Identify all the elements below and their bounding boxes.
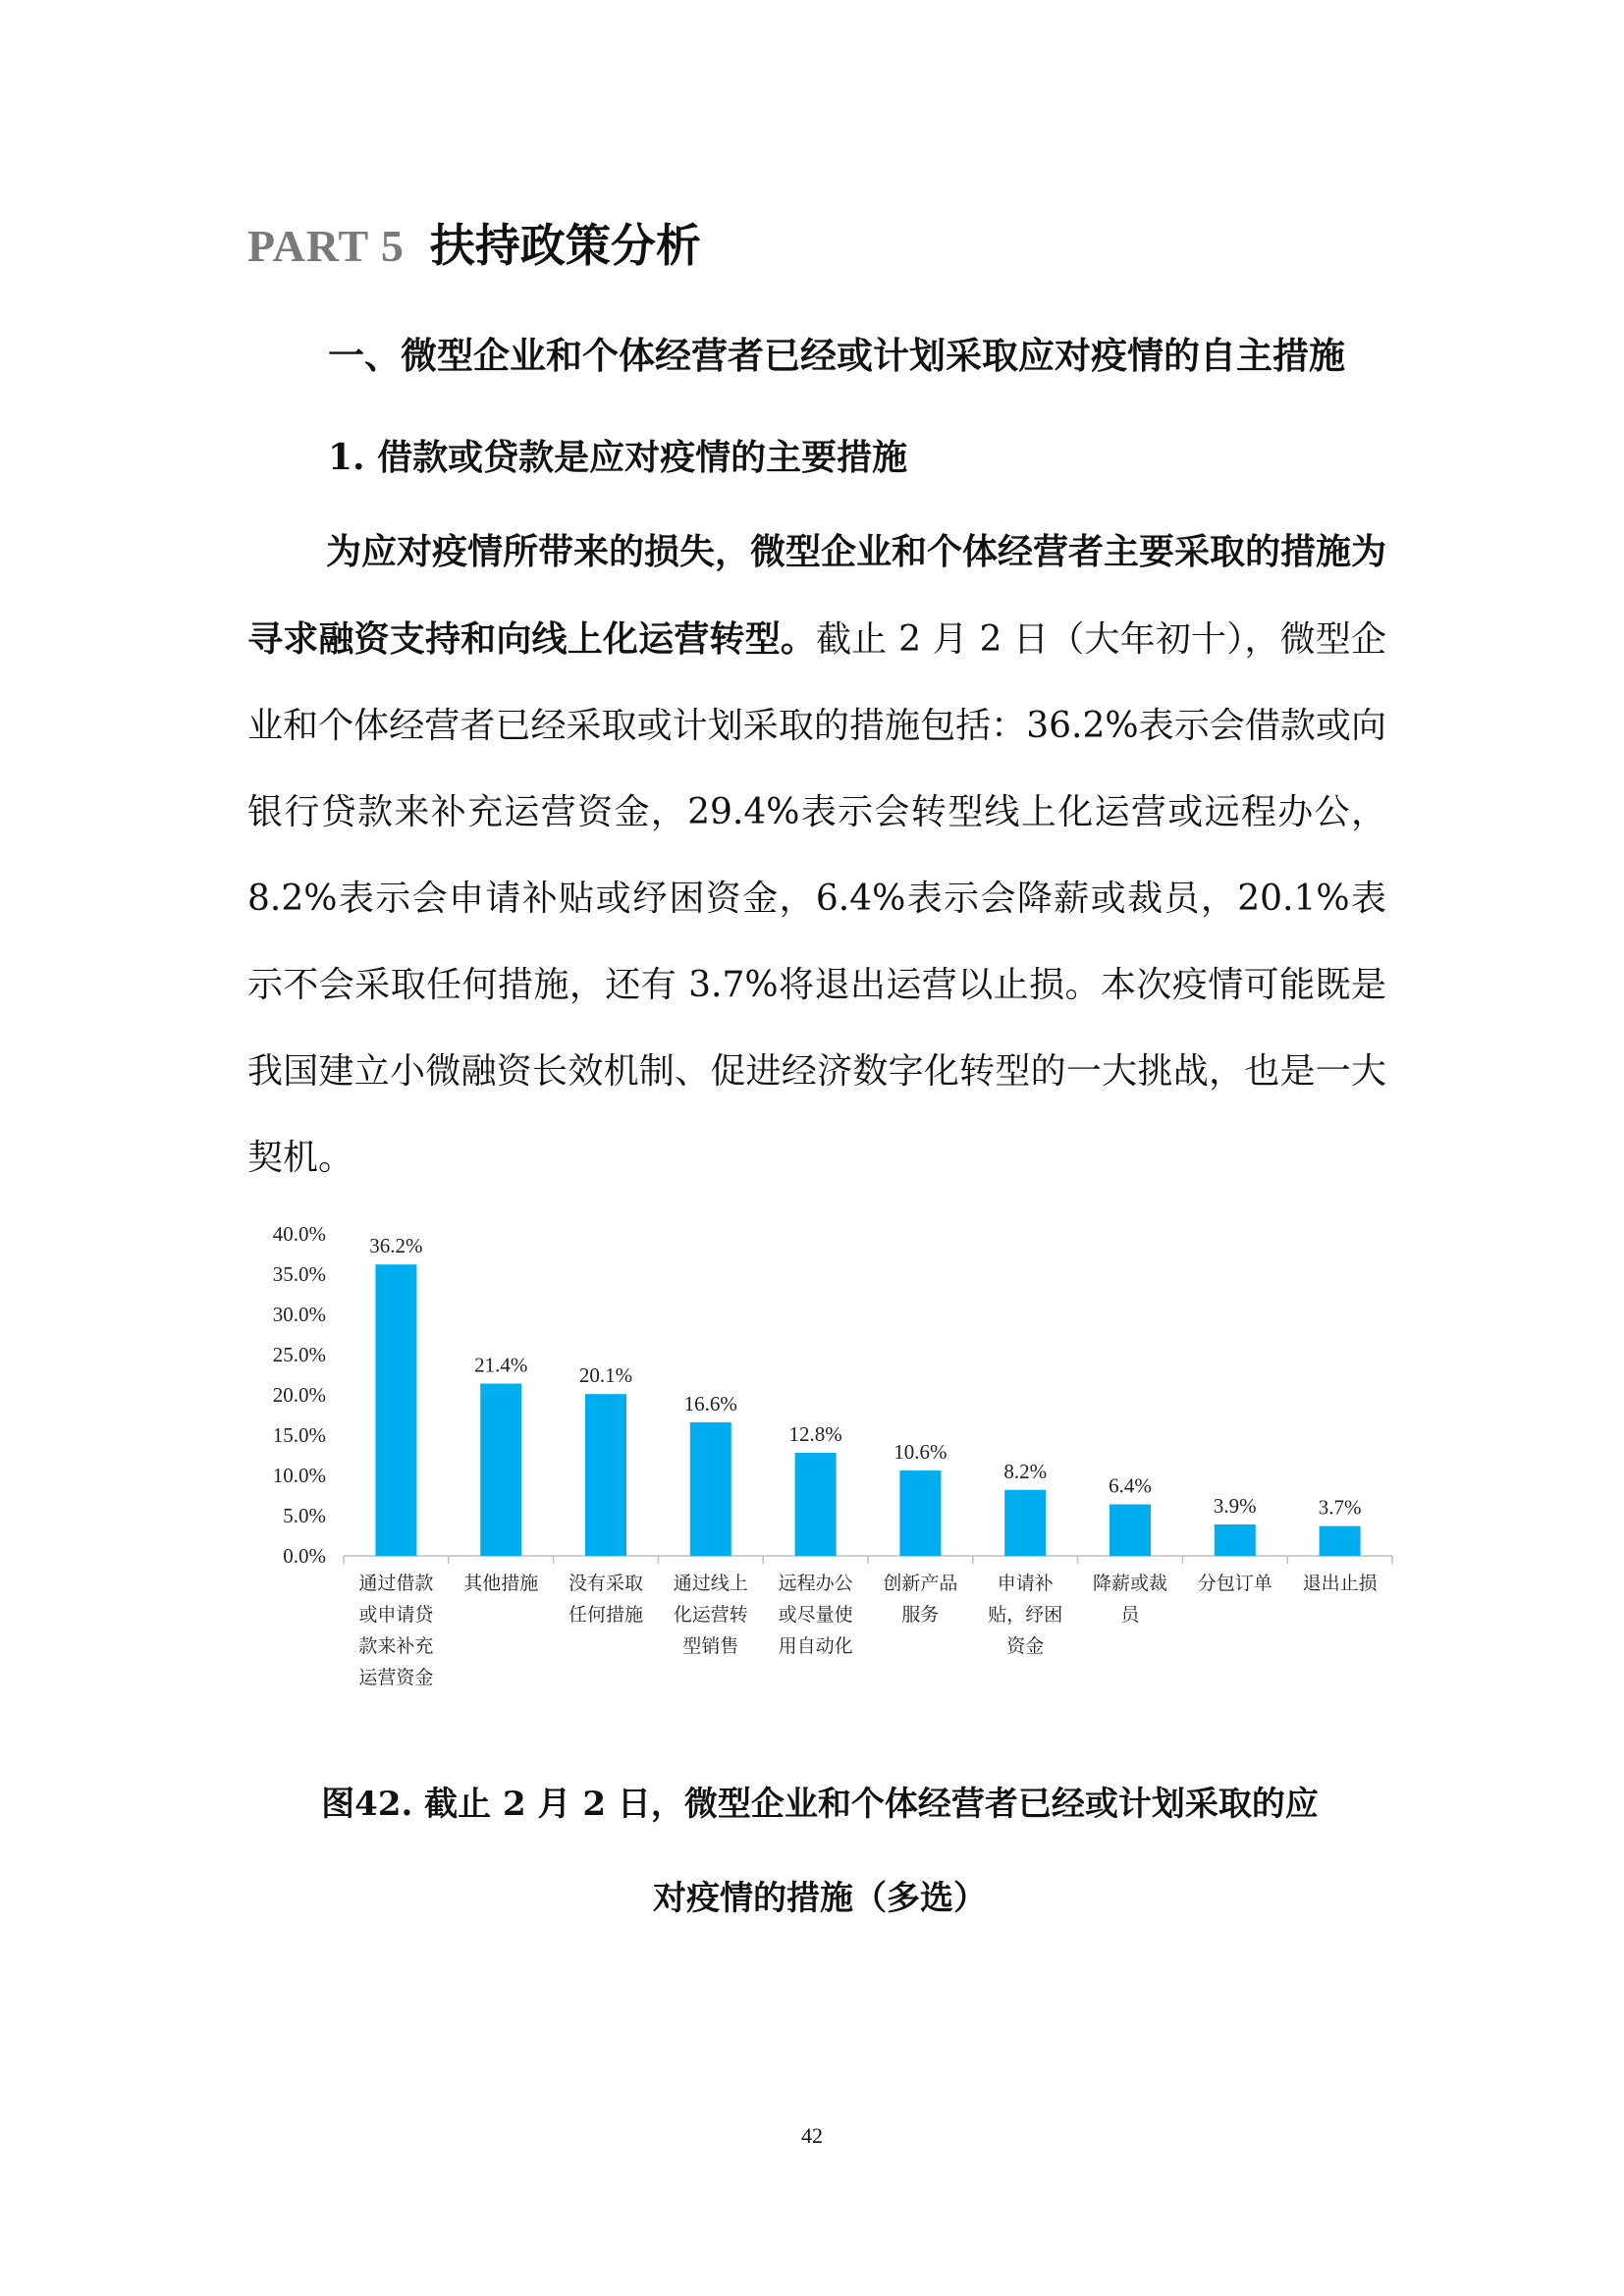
x-category-label [568,1573,643,1626]
bar-value-label: 3.9% [1213,1494,1257,1519]
x-category-label-line: 没有采取 [568,1574,644,1594]
x-category-label [358,1573,434,1688]
x-category-label-line: 资金 [1006,1636,1045,1657]
x-category-label [779,1573,853,1657]
section-heading: 一、微型企业和个体经营者已经或计划采取应对疫情的自主措施 [328,334,1345,377]
bar-chart [245,1212,1394,1723]
figure-caption [255,1757,1384,1946]
bar [690,1422,731,1556]
page-number: 42 [801,2123,823,2148]
x-category-label [883,1573,957,1626]
x-category-label-line: 或尽量使 [778,1605,853,1626]
bar [795,1453,837,1556]
part-title: 扶持政策分析 [429,219,701,272]
paragraph-bold-lead: 为应对疫情所带来的损失，微型企业和个体经营者主要采取的措施为寻求融资支持和向线上化运营转型。 [247,531,1387,660]
bar [480,1384,521,1556]
y-tick-label: 5.0% [283,1504,326,1527]
bar [1215,1524,1256,1556]
y-tick-label: 40.0% [272,1222,326,1246]
y-tick-label: 20.0% [272,1383,326,1407]
x-category-label-line: 服务 [901,1605,940,1626]
y-tick-label: 35.0% [272,1262,326,1286]
x-category-label [463,1573,538,1594]
bar [585,1394,626,1556]
bar-value-label: 12.8% [788,1422,842,1447]
x-category-label [1198,1573,1272,1594]
x-category-label-line: 化运营转 [673,1605,748,1626]
x-category-label [674,1573,748,1657]
bar-value-label: 6.4% [1109,1473,1152,1498]
x-category-label-line: 退出止损 [1302,1574,1378,1594]
x-category-label-line: 通过线上 [673,1574,748,1594]
y-tick-label: 10.0% [272,1464,326,1487]
x-category-label-line: 款来补充 [358,1636,434,1657]
x-category-label-line: 远程办公 [778,1574,853,1594]
x-category-label-line: 运营资金 [358,1668,434,1688]
x-category-label-line: 或申请贷 [358,1605,434,1626]
x-category-label-line: 用自动化 [778,1636,853,1657]
paragraph-text: 截止 2 月 2 日（大年初十），微型企业和个体经营者已经采取或计划采取的措施包括：36.2%表示会借款或向银行贷款来补充运营资金，29.4%表示会转型线上化运营或远程办公，8.2%表示会申请补贴或纾困资金，6.4%表示会降薪或裁员，20.1%表示不会采取任何措施，还有 3.7%将退出运营以止损。本次疫情可能既是我国建立小微融资长效机制、促进经济数字化转型的一大挑战，也是一大契机。 [247,619,1386,1178]
bar-value-label: 8.2% [1003,1459,1048,1483]
part-label: PART 5 [247,221,405,271]
x-category-label-line: 申请补 [997,1574,1054,1594]
bar-value-label: 20.1% [578,1363,633,1388]
bar [1004,1490,1046,1556]
x-category-label [1093,1573,1167,1626]
bar [1110,1505,1151,1556]
x-category-label-line: 员 [1120,1605,1140,1626]
x-category-label-line: 贴，纾困 [988,1605,1063,1626]
subsection-heading: 1. 借款或贷款是应对疫情的主要措施 [328,437,908,478]
bar-chart-svg [245,1212,1394,1723]
x-category-label [1303,1573,1378,1594]
bar-value-label: 3.7% [1318,1495,1362,1520]
bar-value-label: 36.2% [369,1234,423,1258]
x-category-label-line: 任何措施 [568,1605,644,1626]
bar-value-label: 10.6% [893,1440,947,1465]
y-tick-label: 30.0% [272,1303,326,1326]
y-tick-label: 0.0% [283,1544,326,1568]
bar [1320,1526,1361,1556]
x-category-label-line: 其他措施 [463,1574,539,1594]
y-tick-label: 15.0% [272,1423,326,1447]
bar-value-label: 16.6% [683,1391,737,1415]
x-category-label-line: 创新产品 [883,1574,958,1594]
x-category-label [988,1573,1062,1657]
bar [375,1264,416,1556]
part-heading [247,210,701,275]
x-category-label-line: 通过借款 [358,1574,434,1594]
x-category-label-line: 分包订单 [1197,1574,1272,1594]
x-category-label-line: 降薪或裁 [1092,1574,1168,1594]
caption-line-1: 图42. 截止 2 月 2 日，微型企业和个体经营者已经或计划采取的应 [321,1785,1319,1824]
bar [899,1470,941,1556]
body-paragraph [247,508,1386,1201]
y-tick-label: 25.0% [272,1343,326,1366]
x-category-label-line: 型销售 [682,1636,739,1657]
bar-value-label: 21.4% [474,1353,528,1377]
caption-line-2: 对疫情的措施（多选） [653,1879,987,1918]
